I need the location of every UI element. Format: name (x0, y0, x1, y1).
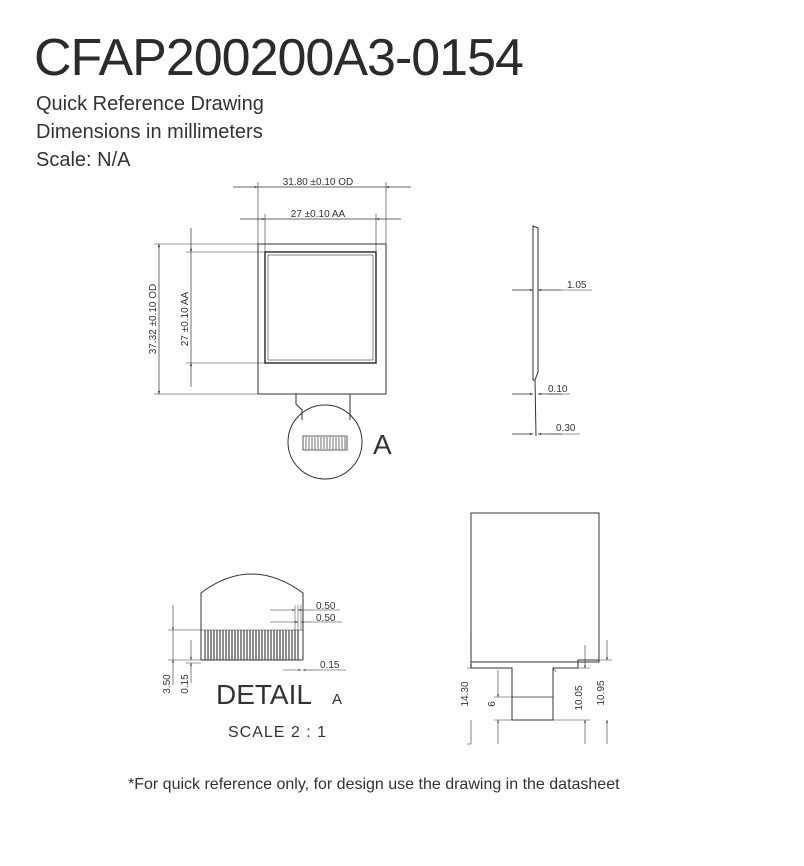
scale-label: Scale: N/A (36, 149, 131, 171)
dim-back-left-2: 6 (487, 701, 498, 707)
dim-width-aa: 27 ±0.10 AA (290, 209, 346, 220)
dim-width-od: 31.80 ±0.10 OD (282, 177, 354, 188)
units-label: Dimensions in millimeters (36, 121, 263, 143)
dim-pitch-1: 0.50 (316, 601, 336, 612)
detail-circle (288, 405, 362, 479)
detail-title-letter: A (332, 691, 343, 708)
footer-note: *For quick reference only, for design use the drawing in the datasheet (128, 776, 620, 793)
dim-detail-offset: 0.15 (180, 674, 191, 694)
display-outline (258, 244, 386, 394)
side-profile (533, 226, 538, 380)
part-number-title: CFAP200200A3-0154 (34, 29, 523, 87)
dim-detail-height: 3.50 (162, 674, 173, 694)
dim-tail-2: 0.30 (556, 423, 576, 434)
detail-outline (201, 574, 303, 660)
drawing-type-label: Quick Reference Drawing (36, 93, 264, 115)
dim-height-od: 37.32 ±0.10 OD (148, 283, 159, 355)
detail-title: DETAIL (216, 679, 312, 710)
dim-thickness: 1.05 (567, 280, 587, 291)
detail-callout-letter: A (373, 429, 392, 460)
dim-back-right-1: 10.05 (574, 685, 585, 711)
dim-gap: 0.15 (320, 660, 340, 671)
dim-tail-1: 0.10 (548, 384, 568, 395)
back-outline (471, 513, 599, 662)
dim-pitch-2: 0.50 (316, 613, 336, 624)
detail-scale: SCALE 2 : 1 (228, 724, 328, 741)
side-view (512, 226, 592, 436)
back-view (467, 513, 612, 744)
dim-back-left-1: 14.30 (460, 681, 471, 707)
dim-height-aa: 27 ±0.10 AA (180, 291, 191, 347)
dim-back-right-2: 10.95 (596, 680, 607, 706)
active-area (265, 252, 376, 363)
